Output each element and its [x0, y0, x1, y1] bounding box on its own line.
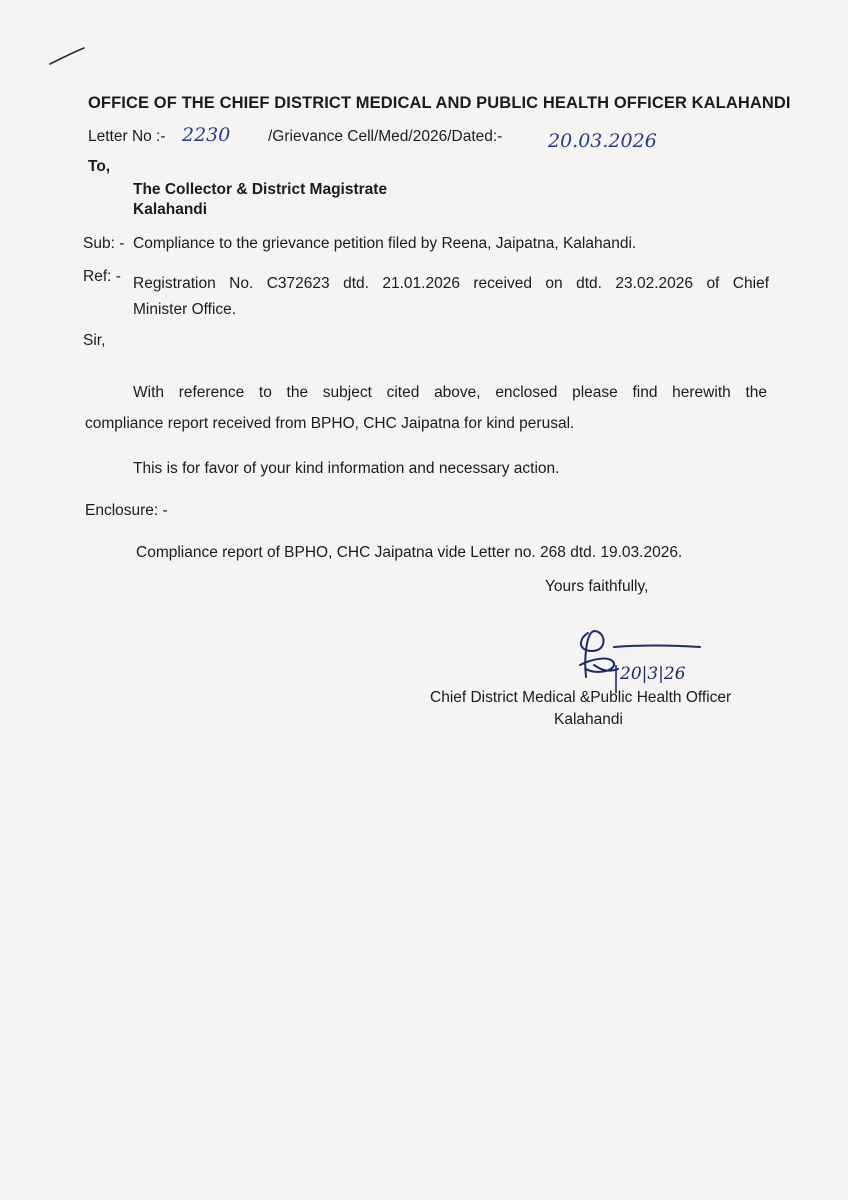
signatory-designation: Chief District Medical &Public Health Officer	[430, 689, 732, 706]
letter-no-label: Letter No :-	[88, 128, 166, 145]
enclosure-text: Compliance report of BPHO, CHC Jaipatna vide Letter no. 268 dtd. 19.03.2026.	[136, 544, 683, 561]
signature-date-handwritten: 20|3|26	[620, 664, 686, 684]
signatory-district: Kalahandi	[554, 711, 623, 728]
reference-line2: Minister Office.	[133, 301, 237, 318]
salutation: Sir,	[83, 332, 106, 349]
office-title: OFFICE OF THE CHIEF DISTRICT MEDICAL AND PUBLIC HEALTH OFFICER KALAHANDI	[88, 94, 791, 112]
body-para2: This is for favor of your kind information and necessary action.	[133, 460, 560, 477]
body-para1-line2: compliance report received from BPHO, CHC Jaipatna for kind perusal.	[85, 415, 575, 432]
reference-line1: Registration No. C372623 dtd. 21.01.2026 received on dtd. 23.02.2026 of Chief	[133, 275, 769, 292]
to-label: To,	[88, 158, 111, 175]
subject-label: Sub: -	[83, 235, 125, 252]
addressee-line2: Kalahandi	[133, 201, 208, 218]
letter-ref-suffix: /Grievance Cell/Med/2026/Dated:-	[268, 128, 503, 145]
closing: Yours faithfully,	[545, 578, 649, 595]
pen-mark	[48, 46, 88, 68]
reference-label: Ref: -	[83, 268, 121, 285]
subject-text: Compliance to the grievance petition filed by Reena, Jaipatna, Kalahandi.	[133, 235, 637, 252]
signature-mark	[570, 625, 710, 695]
enclosure-label: Enclosure: -	[85, 502, 168, 519]
letter-number-handwritten: 2230	[182, 124, 231, 146]
letter-date-handwritten: 20.03.2026	[548, 130, 657, 152]
body-para1-line1: With reference to the subject cited above, enclosed please find herewith the	[133, 384, 767, 401]
addressee-line1: The Collector & District Magistrate	[133, 181, 388, 198]
